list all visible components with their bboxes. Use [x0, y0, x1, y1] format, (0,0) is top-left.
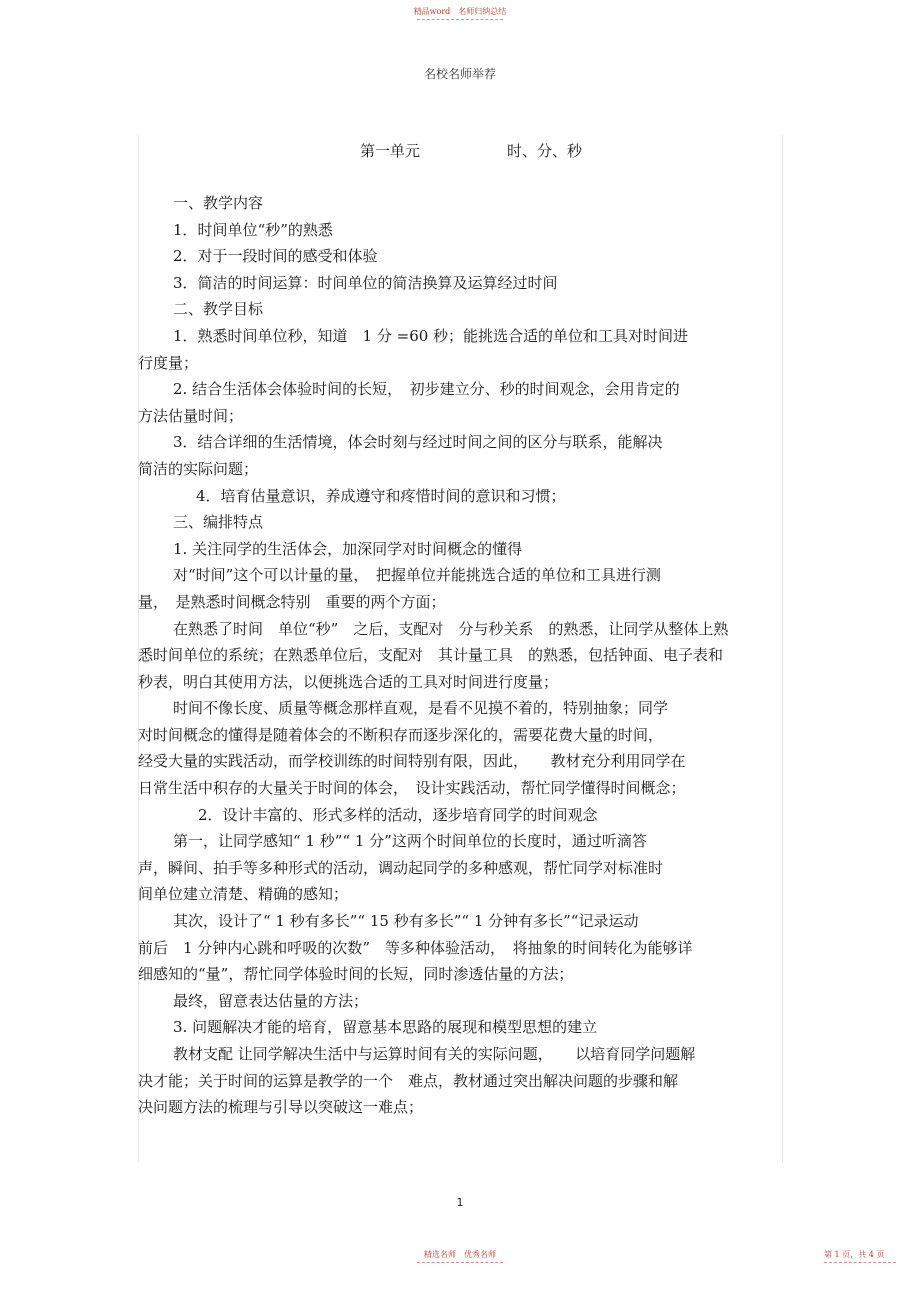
unit-title: 第一单元 — [360, 142, 421, 160]
feature-1-p1-line-2: 量， 是熟悉时间概念特别 重要的两个方面； — [138, 592, 446, 611]
goal-1-line-2: 行度量； — [138, 353, 199, 372]
footer-right-dash — [824, 1262, 896, 1263]
feature-2-title: 2．设计丰富的、形式多样的活动，逐步培育同学的时间观念 — [198, 805, 598, 824]
header-watermark-text: 精品word 名师归纳总结 — [413, 7, 507, 16]
feature-1-p2-line-2: 悉时间单位的系统；在熟悉单位后，支配对 其计量工具 的熟悉，包括钟面、电子表和 — [138, 646, 724, 665]
content-item-1: 1．时间单位“秒”的熟悉 — [173, 220, 333, 239]
school-recommend: 名校名师举荐 — [423, 67, 496, 81]
feature-1-p2-line-3: 秒表，明白其使用方法，以便挑选合适的工具对时间进行度量； — [138, 672, 559, 691]
footer-page-count — [824, 1249, 896, 1263]
goal-2-line-1: 2. 结合生活体会体验时间的长短， 初步建立分、秒的时间观念，会用肯定的 — [173, 380, 680, 399]
feature-1-p3-line-3: 经受大量的实践活动，而学校训练的时间特别有限，因此， 教材充分利用同学在 — [138, 752, 686, 771]
feature-3-title: 3. 问题解决才能的培育，留意基本思路的展现和模型思想的建立 — [173, 1018, 598, 1037]
feature-1-p3-line-1: 时间不像长度、质量等概念那样直观，是看不见摸不着的，特别抽象；同学 — [173, 699, 669, 718]
goal-4: 4．培育估量意识，养成遵守和疼惜时间的意识和习惯； — [196, 486, 566, 505]
feature-2-p1-line-2: 声，瞬间、拍手等多种形式的活动，调动起同学的多种感观，帮忙同学对标准时 — [138, 858, 664, 877]
feature-1-p1-line-1: 对“时间”这个可以计量的量， 把握单位并能挑选合适的单位和工具进行测 — [173, 566, 661, 585]
feature-1-p2-line-1: 在熟悉了时间 单位“秒” 之后，支配对 分与秒关系 的熟悉，让同学从整体上熟 — [173, 619, 729, 638]
goal-1-line-1: 1．熟悉时间单位秒，知道 1 分 =60 秒；能挑选合适的单位和工具对时间进 — [173, 326, 689, 345]
feature-3-p1-line-3: 决问题方法的梳理与引导以突破这一难点； — [138, 1098, 424, 1117]
header-watermark — [0, 6, 920, 20]
feature-2-p2-line-3: 细感知的“量”，帮忙同学体验时间的长短，同时渗透估量的方法； — [138, 965, 574, 984]
page-title — [0, 140, 920, 162]
feature-3-p1-line-1: 教材支配 让同学解决生活中与运算时间有关的实际问题， 以培育同学问题解 — [173, 1045, 696, 1063]
header-dash — [417, 19, 503, 20]
goal-2-line-2: 方法估量时间； — [138, 406, 244, 425]
feature-2-p1-line-1: 第一，让同学感知“ 1 秒”“ 1 分”这两个时间单位的长度时，通过听滴答 — [173, 832, 647, 851]
feature-2-p2-line-1: 其次，设计了“ 1 秒有多长”“ 15 秒有多长”“ 1 分钟有多长”“记录运动 — [173, 912, 639, 931]
goal-3-line-2: 简洁的实际问题； — [138, 459, 259, 478]
page-number: 1 — [456, 1196, 464, 1209]
content-item-2: 2．对于一段时间的感受和体验 — [173, 247, 378, 266]
topic-title: 时、分、秒 — [507, 142, 583, 160]
footer-page-count-text: 第 1 页，共 4 页 — [824, 1250, 885, 1259]
content-item-3: 3．简洁的时间运算：时间单位的简洁换算及运算经过时间 — [173, 273, 558, 292]
feature-3-p1-line-2: 决才能；关于时间的运算是教学的一个 难点，教材通过突出解决问题的步骤和解 — [138, 1071, 679, 1090]
document-body — [138, 190, 774, 1121]
footer-watermark-text: 精选名师 优秀名师 — [424, 1250, 496, 1259]
footer-watermark — [0, 1249, 920, 1263]
feature-1-title: 1. 关注同学的生活体会，加深同学对时间概念的懂得 — [173, 539, 523, 558]
feature-1-p3-line-2: 对时间概念的懂得是随着体会的不断积存而逐步深化的，需要花费大量的时间， — [138, 725, 664, 744]
footer-dash — [417, 1262, 503, 1263]
feature-2-p3: 最终，留意表达估量的方法； — [173, 991, 369, 1010]
heading-teaching-goals: 二、教学目标 — [173, 300, 264, 319]
feature-2-p1-line-3: 间单位建立清楚、精确的感知； — [138, 885, 349, 904]
feature-2-p2-line-2: 前后 1 分钟内心跳和呼吸的次数” 等多种体验活动， 将抽象的时间转化为能够详 — [138, 938, 693, 957]
heading-teaching-content: 一、教学内容 — [173, 194, 264, 212]
heading-features: 三、编排特点 — [173, 513, 264, 532]
goal-3-line-1: 3．结合详细的生活情境，体会时刻与经过时间之间的区分与联系，能解决 — [173, 433, 663, 452]
feature-1-p3-line-4: 日常生活中积存的大量关于时间的体会， 设计实践活动，帮忙同学懂得时间概念； — [138, 779, 686, 798]
